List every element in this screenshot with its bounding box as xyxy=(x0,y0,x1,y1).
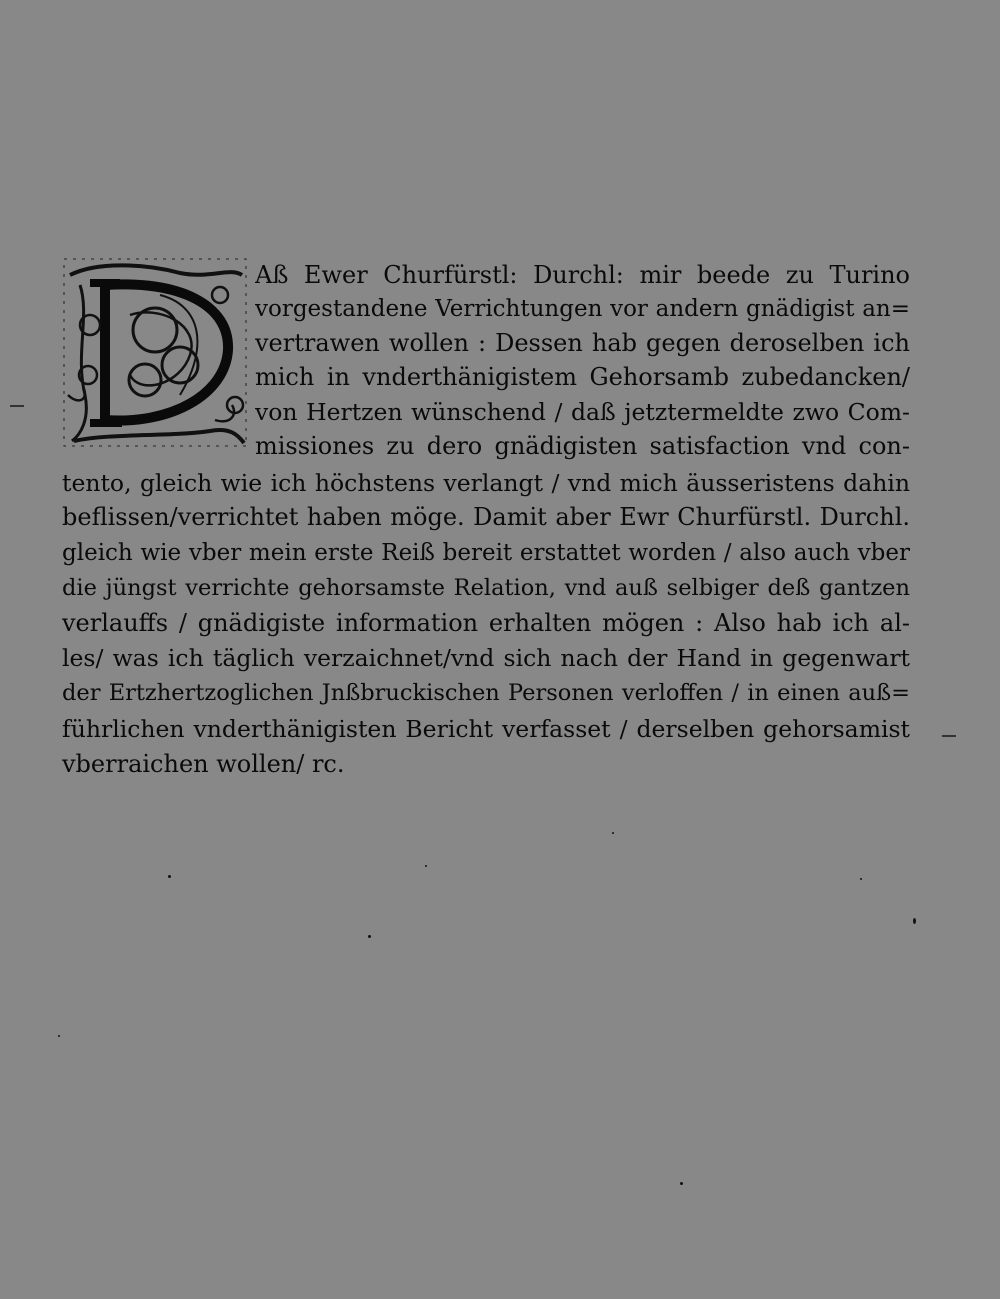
text-line-5: von Hertzen wünschend / daß jetztermeldte zwo Com- xyxy=(255,398,910,426)
text-line-14: führlichen vnderthänigisten Bericht verfasset / derselben gehorsamist xyxy=(62,715,910,743)
scan-mark xyxy=(942,735,956,737)
scan-speck xyxy=(58,1035,60,1037)
text-line-13: der Ertzhertzoglichen Jnßbruckischen Personen verloffen / in einen auß= xyxy=(62,680,910,706)
text-line-8: beflissen/verrichtet haben möge. Damit aber Ewr Churfürstl. Durchl. xyxy=(62,503,910,531)
scan-mark xyxy=(10,405,24,407)
ornamental-initial-d-icon xyxy=(60,255,250,450)
scan-speck xyxy=(680,1182,683,1185)
text-line-3: vertrawen wollen : Dessen hab gegen deroselben ich xyxy=(255,329,910,357)
text-line-12: les/ was ich täglich verzaichnet/vnd sich nach der Hand in gegenwart xyxy=(62,644,910,672)
text-line-4: mich in vnderthänigistem Gehorsamb zubedancken/ xyxy=(255,363,910,391)
text-line-6: missiones zu dero gnädigisten satisfaction vnd con- xyxy=(255,432,910,460)
text-line-11: verlauffs / gnädigiste information erhalten mögen : Also hab ich al- xyxy=(62,609,910,637)
text-line-15: vberraichen wollen/ rc. xyxy=(62,750,345,778)
scan-speck xyxy=(425,865,427,867)
scan-speck xyxy=(860,878,862,880)
scan-speck xyxy=(368,935,371,938)
text-line-9: gleich wie vber mein erste Reiß bereit erstattet worden / also auch vber xyxy=(62,540,910,566)
text-line-7: tento, gleich wie ich höchstens verlangt / vnd mich äusseristens dahin xyxy=(62,469,910,497)
text-line-10: die jüngst verrichte gehorsamste Relation, vnd auß selbiger deß gantzen xyxy=(62,575,910,601)
scan-speck xyxy=(913,918,916,924)
text-line-1: Aß Ewer Churfürstl: Durchl: mir beede zu Turino xyxy=(255,261,910,289)
scan-speck xyxy=(612,832,614,834)
text-line-2: vorgestandene Verrichtungen vor andern gnädigist an= xyxy=(255,296,910,322)
scan-speck xyxy=(168,875,171,878)
decorated-initial-letter xyxy=(60,255,250,450)
